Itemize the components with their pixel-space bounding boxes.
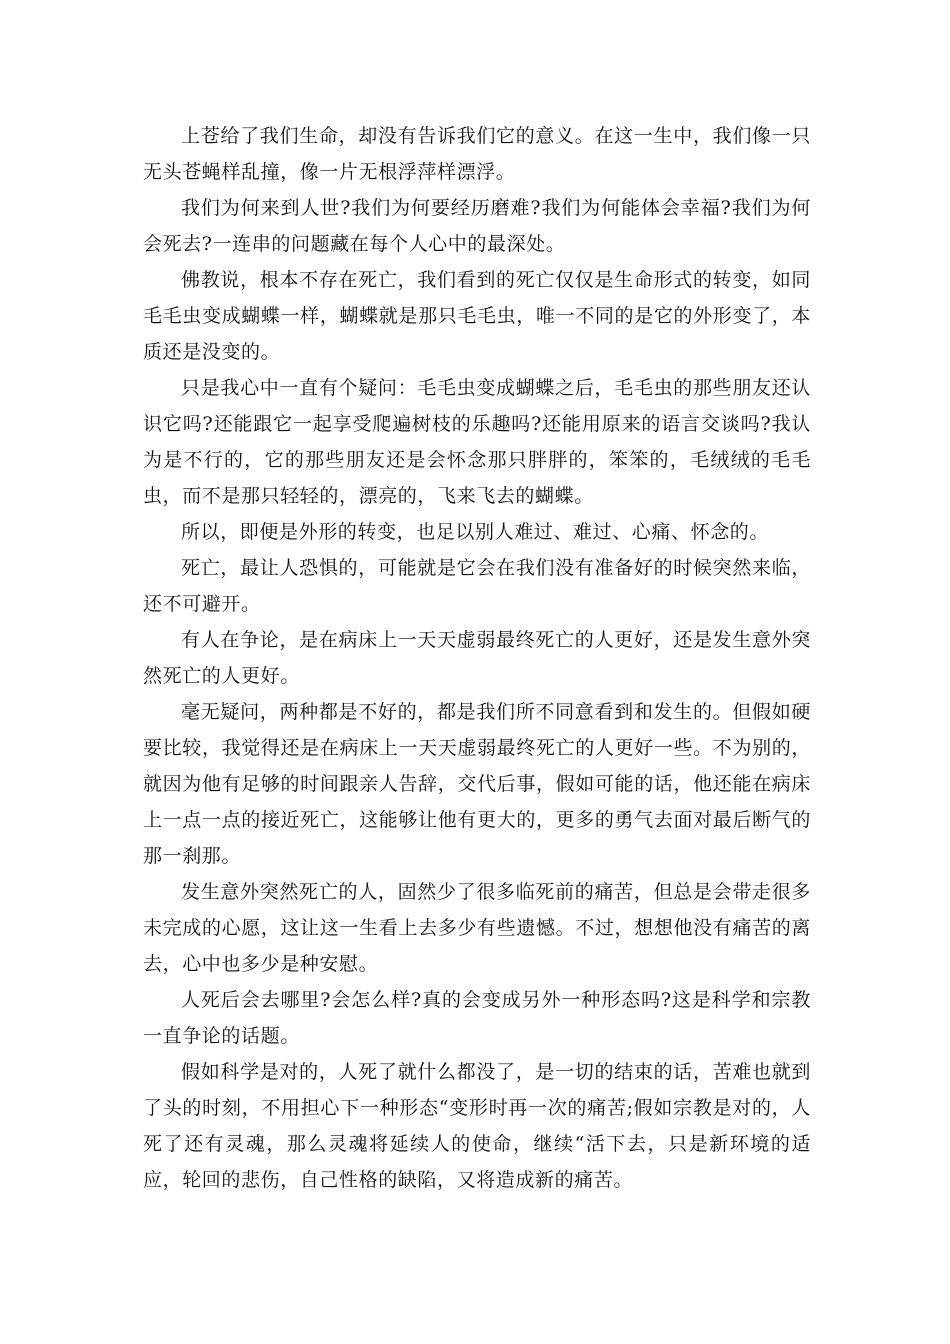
paragraph: 所以，即便是外形的转变，也足以别人难过、难过、心痛、怀念的。 [181,521,770,543]
paragraph: 发生意外突然死亡的人，固然少了很多临死前的痛苦，但总是会带走很多未完成的心愿，这让这一生看上去多少有些遗憾。不过，想想他没有痛苦的离去，心中也多少是种安慰。 [143,881,811,975]
paragraph: 只是我心中一直有个疑问：毛毛虫变成蝴蝶之后，毛毛虫的那些朋友还认识它吗?还能跟它一起享受爬遍树枝的乐趣吗?还能用原来的语言交谈吗?我认为是不行的，它的那些朋友还是会怀念那只胖胖的，笨笨的，毛绒绒的毛毛虫，而不是那只轻轻的，漂亮的，飞来飞去的蝴蝶。 [143,377,811,507]
paragraph: 我们为何来到人世?我们为何要经历磨难?我们为何能体会幸福?我们为何会死去?一连串的问题藏在每个人心中的最深处。 [143,197,811,255]
paragraph: 毫无疑问，两种都是不好的，都是我们所不同意看到和发生的。但假如硬要比较，我觉得还是在病床上一天天虚弱最终死亡的人更好一些。不为别的，就因为他有足够的时间跟亲人告辞，交代后事，假如可能的话，他还能在病床上一点一点的接近死亡，这能够让他有更大的，更多的勇气去面对最后断气的那一刹那。 [143,701,811,867]
paragraph: 有人在争论，是在病床上一天天虚弱最终死亡的人更好，还是发生意外突然死亡的人更好。 [143,629,811,687]
paragraph: 人死后会去哪里?会怎么样?真的会变成另外一种形态吗?这是科学和宗教一直争论的话题。 [143,989,811,1047]
paragraph: 死亡，最让人恐惧的，可能就是它会在我们没有准备好的时候突然来临，还不可避开。 [143,557,811,615]
paragraph: 佛教说，根本不存在死亡，我们看到的死亡仅仅是生命形式的转变，如同毛毛虫变成蝴蝶一样，蝴蝶就是那只毛毛虫，唯一不同的是它的外形变了，本质还是没变的。 [143,269,811,363]
paragraph: 假如科学是对的，人死了就什么都没了，是一切的结束的话，苦难也就到了头的时刻，不用担心下一种形态“变形时再一次的痛苦;假如宗教是对的，人死了还有灵魂，那么灵魂将延续人的使命，继续“活下去，只是新环境的适应，轮回的悲伤，自己性格的缺陷，又将造成新的痛苦。 [143,1061,811,1191]
paragraph: 上苍给了我们生命，却没有告诉我们它的意义。在这一生中，我们像一只无头苍蝇样乱撞，像一片无根浮萍样漂浮。 [143,125,811,183]
document-body [143,118,811,1198]
